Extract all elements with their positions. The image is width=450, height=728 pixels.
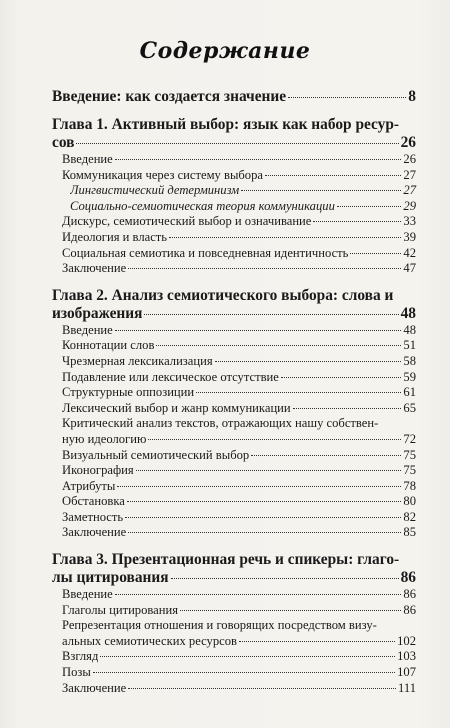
toc-entry-label: Введение xyxy=(62,322,113,337)
page-number: 42 xyxy=(403,245,416,260)
dot-leader xyxy=(128,268,401,269)
chapter-title[interactable] xyxy=(52,134,416,152)
page-number: 59 xyxy=(403,369,416,384)
toc-entry[interactable] xyxy=(52,401,416,417)
page-number: 80 xyxy=(403,494,416,509)
toc-entry-label: Взгляд xyxy=(62,649,99,664)
dot-leader xyxy=(215,361,402,362)
toc-entry[interactable] xyxy=(52,463,416,479)
toc-entry[interactable] xyxy=(52,230,416,246)
dot-leader xyxy=(156,345,401,346)
dot-leader xyxy=(180,610,401,611)
page-number: 111 xyxy=(398,680,416,695)
toc-entry[interactable] xyxy=(52,649,416,665)
page-number: 26 xyxy=(403,152,416,166)
dot-leader xyxy=(241,190,401,191)
dot-leader xyxy=(288,97,406,98)
page-number: 33 xyxy=(403,214,416,229)
chapter-2 xyxy=(52,287,416,541)
dot-leader xyxy=(239,641,395,642)
toc-entry-label: Заключение xyxy=(62,680,127,695)
chapter-title-line[interactable]: Глава 3. Презентационная речь и спикеры: глаго- xyxy=(52,551,400,569)
toc-entry-label: Коммуникация через систему выбора xyxy=(62,167,263,182)
dot-leader xyxy=(136,470,402,471)
dot-leader xyxy=(128,532,401,533)
toc-entry-label: Атрибуты xyxy=(62,478,116,493)
toc-entry[interactable] xyxy=(52,370,416,386)
toc-entry-label: Идеология и власть xyxy=(62,229,168,244)
page-number: 65 xyxy=(403,400,416,415)
page-number: 103 xyxy=(397,649,416,664)
dot-leader xyxy=(115,330,402,331)
toc-entry[interactable] xyxy=(52,634,416,650)
toc-entry-label: Социально-семиотическая теория коммуникации xyxy=(70,198,335,213)
dot-leader xyxy=(127,501,402,502)
toc-entry[interactable] xyxy=(52,261,416,277)
dot-leader xyxy=(169,237,401,238)
dot-leader xyxy=(251,455,401,456)
page-number: 86 xyxy=(403,602,416,617)
toc-entry-label: Иконография xyxy=(62,463,134,478)
dot-leader xyxy=(281,377,402,378)
dot-leader xyxy=(144,314,398,315)
dot-leader xyxy=(148,439,401,440)
page-title: Содержание xyxy=(139,38,311,64)
chapter-title-label: сов xyxy=(52,134,75,151)
toc-entry[interactable] xyxy=(52,323,416,339)
toc-entry[interactable] xyxy=(52,479,416,495)
toc-entry-label: Обстановка xyxy=(62,494,125,509)
toc-entry-label: Структурные оппозиции xyxy=(62,385,195,400)
toc-entry[interactable] xyxy=(52,665,416,681)
toc-entry[interactable] xyxy=(52,681,416,697)
toc-entry[interactable] xyxy=(52,152,416,168)
toc-entry-label: альных семиотических ресурсов xyxy=(62,633,237,648)
toc-entry-label: Коннотации слов xyxy=(62,338,155,353)
page-number: 86 xyxy=(400,569,416,587)
page-number: 26 xyxy=(400,134,416,151)
toc-entry-label: Введение xyxy=(62,152,113,166)
toc-entry-label: Введение xyxy=(62,587,113,602)
toc-entry[interactable] xyxy=(52,338,416,354)
page-number: 72 xyxy=(403,431,416,446)
dot-leader xyxy=(93,672,395,673)
page-number: 51 xyxy=(403,338,416,353)
chapter-title[interactable] xyxy=(52,305,416,323)
toc-entry[interactable] xyxy=(52,354,416,370)
toc-entry[interactable] xyxy=(52,432,416,448)
toc-entry-label: ную идеологию xyxy=(62,431,147,446)
toc-entry-label: Чрезмерная лексикализация xyxy=(62,353,213,368)
page-number: 75 xyxy=(403,463,416,478)
toc-entry-label: Глаголы цитирования xyxy=(62,602,179,617)
toc-entry-label: Лингвистический детерминизм xyxy=(70,183,240,198)
page-number: 58 xyxy=(403,353,416,368)
toc-entry-label: Социальная семиотика и повседневная идентичность xyxy=(62,245,349,260)
chapter-3 xyxy=(52,551,416,696)
dot-leader xyxy=(313,221,401,222)
dot-leader xyxy=(125,517,401,518)
page-number: 75 xyxy=(403,447,416,462)
chapter-title-line[interactable]: Глава 2. Анализ семиотического выбора: слова и xyxy=(52,286,394,304)
page-number: 78 xyxy=(403,478,416,493)
chapter-title-label: лы цитирования xyxy=(52,569,169,587)
toc-entry-label: Заметность xyxy=(62,509,124,524)
toc-entry-wrapped-line[interactable]: Критический анализ текстов, отражающих нашу собствен- xyxy=(62,416,379,431)
toc-entry-label: Дискурс, семиотический выбор и означивание xyxy=(62,214,312,229)
toc-entry-label: Позы xyxy=(62,665,91,680)
dot-leader xyxy=(76,143,398,144)
toc-entry[interactable] xyxy=(52,214,416,230)
page-number: 85 xyxy=(403,525,416,540)
toc-entry[interactable] xyxy=(52,168,416,184)
page-number: 29 xyxy=(403,198,416,213)
toc-entry[interactable] xyxy=(52,385,416,401)
toc-entry-introduction[interactable] xyxy=(52,88,416,106)
chapter-title[interactable] xyxy=(52,569,416,587)
toc-entry[interactable] xyxy=(52,510,416,526)
chapter-title-label: изображения xyxy=(52,304,143,322)
dot-leader xyxy=(100,656,395,657)
toc-entry-label: Лексический выбор и жанр коммуникации xyxy=(62,400,291,415)
dot-leader xyxy=(293,408,402,409)
dot-leader xyxy=(128,688,396,689)
toc-entry[interactable] xyxy=(52,603,416,619)
page-number: 102 xyxy=(397,633,416,648)
toc-entry-label: Заключение xyxy=(62,261,127,276)
page-number: 107 xyxy=(397,665,416,680)
toc-entry[interactable] xyxy=(52,525,416,541)
dot-leader xyxy=(350,253,401,254)
toc-entry-label: Подавление или лексическое отсутствие xyxy=(62,369,279,384)
toc-entry[interactable] xyxy=(52,183,416,199)
table-of-contents xyxy=(52,86,416,696)
page-number: 86 xyxy=(403,587,416,602)
page-number: 8 xyxy=(408,88,416,105)
toc-entry-label: Визуальный семиотический выбор xyxy=(62,447,250,462)
dot-leader xyxy=(115,159,402,160)
toc-entry-wrapped-line[interactable]: Репрезентация отношения и говорящих посредством визу- xyxy=(62,618,377,633)
page-number: 82 xyxy=(403,509,416,524)
dot-leader xyxy=(115,594,402,595)
toc-entry[interactable] xyxy=(52,199,416,215)
page-number: 48 xyxy=(400,304,416,322)
toc-entry-introduction-label: Введение: как создается значение xyxy=(52,88,287,105)
chapter-1 xyxy=(52,116,416,277)
chapter-title-line[interactable]: Глава 1. Активный выбор: язык как набор ресур- xyxy=(52,116,400,133)
toc-entry-label: Заключение xyxy=(62,525,127,540)
page-number: 27 xyxy=(403,167,416,182)
dot-leader xyxy=(117,486,401,487)
page-number: 39 xyxy=(403,229,416,244)
page-number: 47 xyxy=(403,261,416,276)
page-number: 61 xyxy=(403,385,416,400)
toc-entry[interactable] xyxy=(52,494,416,510)
dot-leader xyxy=(196,392,401,393)
toc-entry[interactable] xyxy=(52,246,416,262)
dot-leader xyxy=(265,175,401,176)
page-number: 48 xyxy=(403,322,416,337)
toc-entry[interactable] xyxy=(52,587,416,603)
dot-leader xyxy=(337,206,402,207)
page-number: 27 xyxy=(403,183,416,198)
dot-leader xyxy=(171,578,399,579)
toc-entry[interactable] xyxy=(52,448,416,464)
